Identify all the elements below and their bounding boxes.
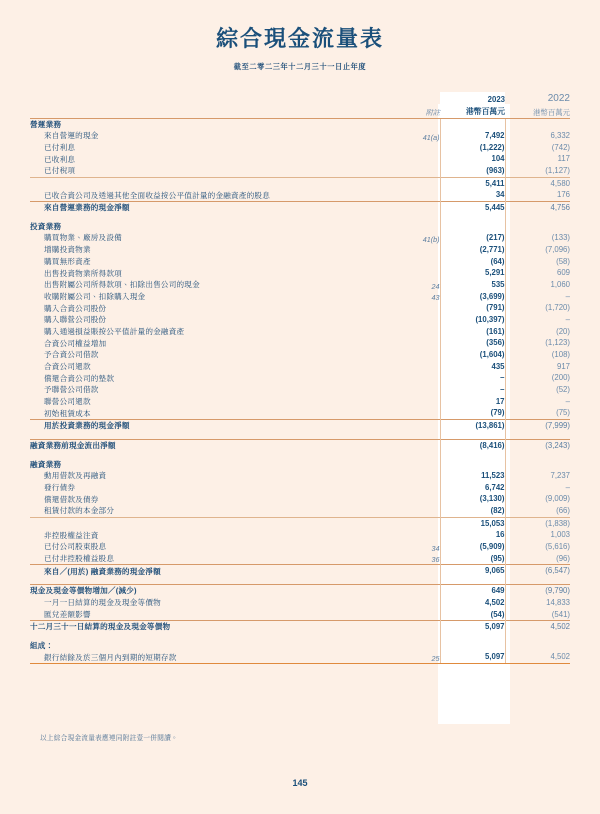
table-row <box>30 439 570 451</box>
table-row <box>30 384 570 396</box>
spacer-cell <box>505 452 570 459</box>
table-row <box>30 553 570 565</box>
section-note-cell <box>402 118 440 130</box>
header-note-spacer <box>402 92 440 106</box>
row-value-2023: (2,771) <box>440 244 505 256</box>
row-label: 用於投資業務的現金淨額 <box>30 420 402 432</box>
table-row <box>30 291 570 303</box>
section-note-cell <box>402 459 440 470</box>
row-value-2022: (133) <box>551 233 570 243</box>
row-label: 動用借款及再融資 <box>44 471 107 481</box>
row-note <box>402 202 440 214</box>
row-label: 非控股權益注資 <box>44 530 99 540</box>
spacer-cell <box>30 633 402 640</box>
row-value-2022: – <box>565 482 570 492</box>
row-value-2023: (217) <box>440 232 505 244</box>
row-value-2022: (6,547) <box>505 565 570 577</box>
row-value-2023: 5,097 <box>440 621 505 633</box>
table-row <box>30 165 570 177</box>
spacer-cell <box>440 452 505 459</box>
row-label: 已付利息 <box>44 142 76 152</box>
table-row <box>30 302 570 314</box>
table-row <box>30 651 570 663</box>
row-note <box>402 349 440 361</box>
spacer-cell <box>440 577 505 585</box>
row-note <box>402 517 440 529</box>
row-value-2023: (3,130) <box>440 493 505 505</box>
row-value-2023: 9,065 <box>440 565 505 577</box>
row-note <box>402 189 440 201</box>
section-y2022-cell <box>505 118 570 130</box>
row-note <box>402 372 440 384</box>
header-unit-row <box>30 106 570 118</box>
row-note <box>402 609 440 621</box>
row-value-2022: (75) <box>556 408 570 418</box>
header-year-prior: 2022 <box>547 93 570 105</box>
section-heading-row <box>30 221 570 232</box>
table-row <box>30 177 570 189</box>
row-value-2023: (10,397) <box>440 314 505 326</box>
row-value-2023: (13,861) <box>440 420 505 432</box>
row-label: 償還借款及債券 <box>44 494 99 504</box>
table-row <box>30 493 570 505</box>
table-row <box>30 189 570 201</box>
row-note: 24 <box>431 281 440 291</box>
spacer-cell <box>505 633 570 640</box>
cash-flow-statement-table <box>30 92 570 664</box>
table-row <box>30 244 570 256</box>
row-spacer <box>30 432 570 440</box>
row-value-2023: 34 <box>440 189 505 201</box>
row-value-2023: 17 <box>440 396 505 408</box>
table-row <box>30 529 570 541</box>
row-label: 合資公司還款 <box>44 362 91 372</box>
table-row <box>30 585 570 597</box>
table-row <box>30 372 570 384</box>
section-y2023-cell <box>440 118 505 130</box>
table-row <box>30 142 570 154</box>
table-row <box>30 505 570 517</box>
row-value-2022: (9,009) <box>545 494 570 504</box>
header-note-label: 附註 <box>402 106 440 118</box>
table-row <box>30 349 570 361</box>
row-value-2022: (1,720) <box>545 303 570 313</box>
row-label: 來自營運的現金 <box>44 131 99 141</box>
row-value-2022: 1,003 <box>550 530 570 540</box>
row-note <box>402 244 440 256</box>
table-header <box>30 92 570 118</box>
row-value-2023: 104 <box>440 153 505 165</box>
table-row <box>30 597 570 609</box>
row-spacer <box>30 452 570 459</box>
row-label: 購買無形資產 <box>44 256 91 266</box>
row-value-2023: 435 <box>440 361 505 373</box>
row-value-2023: (1,604) <box>440 349 505 361</box>
row-label: 已收合資公司及透過其他全面收益按公平值計量的金融資產的股息 <box>44 190 271 200</box>
row-value-2023: (5,909) <box>440 541 505 553</box>
spacer-cell <box>440 214 505 221</box>
row-value-2023: 11,523 <box>440 470 505 482</box>
row-note <box>402 597 440 609</box>
table-row <box>30 420 570 432</box>
section-y2022-cell <box>505 459 570 470</box>
row-value-2023: (161) <box>440 326 505 338</box>
row-value-2022: – <box>565 291 570 301</box>
row-value-2022: (1,127) <box>545 166 570 176</box>
section-y2023-cell <box>440 640 505 651</box>
row-value-2022: (5,616) <box>545 542 570 552</box>
row-value-2023: (8,416) <box>440 439 505 451</box>
spacer-cell <box>505 214 570 221</box>
row-value-2023: (64) <box>440 256 505 268</box>
row-value-2022: (108) <box>551 350 570 360</box>
row-value-2023: 535 <box>440 279 505 291</box>
section-note-cell <box>402 640 440 651</box>
row-note <box>402 482 440 494</box>
section-y2023-cell <box>440 459 505 470</box>
table-row <box>30 470 570 482</box>
row-value-2023: 649 <box>440 585 505 597</box>
spacer-cell <box>505 432 570 440</box>
spacer-cell <box>30 214 402 221</box>
table-row <box>30 565 570 577</box>
header-spacer-2 <box>30 106 402 118</box>
table-row <box>30 326 570 338</box>
row-note <box>402 337 440 349</box>
row-value-2023: (963) <box>440 165 505 177</box>
row-value-2023: (79) <box>440 407 505 419</box>
row-value-2023: (1,222) <box>440 142 505 154</box>
row-note <box>402 361 440 373</box>
row-note <box>402 470 440 482</box>
row-label: 來自／(用於) 融資業務的現金淨額 <box>30 565 402 577</box>
spacer-cell <box>30 432 402 440</box>
row-value-2023: 16 <box>440 529 505 541</box>
row-spacer <box>30 633 570 640</box>
row-value-2022: (742) <box>551 142 570 152</box>
spacer-cell <box>440 432 505 440</box>
row-value-2023: 5,291 <box>440 267 505 279</box>
row-label: 租賃付款的本金部分 <box>44 506 115 516</box>
row-note <box>402 396 440 408</box>
row-value-2022: (96) <box>556 553 570 563</box>
row-label: 初始租賃成本 <box>44 408 91 418</box>
row-label: 予合資公司借款 <box>44 350 99 360</box>
row-note <box>402 407 440 419</box>
table-row <box>30 361 570 373</box>
row-label: 出售投資物業所得款項 <box>44 268 122 278</box>
row-value-2023: – <box>440 384 505 396</box>
row-note <box>402 505 440 517</box>
page-number: 145 <box>292 778 308 788</box>
row-note <box>402 420 440 432</box>
table-row <box>30 609 570 621</box>
row-label: 已收利息 <box>44 154 76 164</box>
row-value-2022: (52) <box>556 385 570 395</box>
row-label: 增購投資物業 <box>44 245 91 255</box>
table-row <box>30 279 570 291</box>
row-value-2022: 609 <box>556 268 570 278</box>
section-heading: 投資業務 <box>30 221 62 231</box>
table-row <box>30 256 570 268</box>
header-unit-current: 港幣百萬元 <box>440 106 505 118</box>
row-value-2022: (1,123) <box>545 338 570 348</box>
row-value-2023: – <box>440 372 505 384</box>
row-note <box>402 153 440 165</box>
row-note <box>402 256 440 268</box>
row-value-2022: 14,833 <box>546 597 570 607</box>
row-label: 十二月三十一日結算的現金及現金等價物 <box>30 621 402 633</box>
row-value-2022: (200) <box>551 373 570 383</box>
row-value-2022: (1,838) <box>505 517 570 529</box>
row-note <box>402 165 440 177</box>
row-value-2022: 4,580 <box>505 177 570 189</box>
row-value-2022: (66) <box>556 506 570 515</box>
row-value-2022: 4,502 <box>505 621 570 633</box>
row-value-2023: (791) <box>440 302 505 314</box>
table-row <box>30 232 570 244</box>
section-heading-row <box>30 640 570 651</box>
row-note <box>402 177 440 189</box>
row-label: 購入合資公司股份 <box>44 303 107 313</box>
row-note <box>402 565 440 577</box>
row-label: 聯營公司還款 <box>44 397 91 407</box>
row-label: 已付非控股權益股息 <box>44 554 115 564</box>
row-value-2022: 4,502 <box>505 651 570 663</box>
row-note <box>402 621 440 633</box>
row-note <box>402 326 440 338</box>
table-row <box>30 517 570 529</box>
row-note: 25 <box>402 651 440 663</box>
row-note <box>402 439 440 451</box>
row-value-2023: (82) <box>440 505 505 517</box>
row-label: 出售附屬公司所得款項、扣除出售公司的現金 <box>44 280 200 290</box>
row-label: 合資公司權益增加 <box>44 338 107 348</box>
row-value-2023: (356) <box>440 337 505 349</box>
section-heading-row <box>30 459 570 470</box>
header-unit-prior: 港幣百萬元 <box>505 106 570 118</box>
table-row <box>30 337 570 349</box>
row-label: 來自營運業務的現金淨額 <box>30 202 402 214</box>
table-row <box>30 202 570 214</box>
row-note: 36 <box>431 555 440 565</box>
row-value-2023: (54) <box>440 609 505 621</box>
row-spacer <box>30 214 570 221</box>
section-heading-row <box>30 118 570 130</box>
row-label <box>30 177 402 189</box>
table-row <box>30 267 570 279</box>
spacer-cell <box>402 633 440 640</box>
row-note: 41(a) <box>422 132 440 142</box>
row-note <box>402 314 440 326</box>
row-value-2023: 5,097 <box>440 651 505 663</box>
table-row <box>30 407 570 419</box>
spacer-cell <box>402 214 440 221</box>
row-label: 現金及現金等價物增加／(減少) <box>30 585 402 597</box>
section-heading: 融資業務 <box>30 459 62 469</box>
row-label <box>30 517 402 529</box>
header-spacer <box>30 92 402 106</box>
statement-footnote: 以上綜合現金流量表應連同附註壹一併閱讀。 <box>40 735 178 742</box>
row-label: 銀行結餘及於三個月內到期的短期存款 <box>30 651 402 663</box>
row-value-2022: (7,096) <box>545 244 570 254</box>
row-value-2022: 4,756 <box>505 202 570 214</box>
row-spacer <box>30 577 570 585</box>
table-body <box>30 118 570 663</box>
spacer-cell <box>440 633 505 640</box>
row-label: 融資業務前現金流出淨額 <box>30 439 402 451</box>
row-value-2023: (3,699) <box>440 291 505 303</box>
section-note-cell <box>402 221 440 232</box>
header-year-current: 2023 <box>440 92 505 106</box>
row-note <box>402 493 440 505</box>
row-value-2022: – <box>565 314 570 324</box>
spacer-cell <box>30 577 402 585</box>
table-row <box>30 621 570 633</box>
row-value-2022: 176 <box>556 190 570 200</box>
row-value-2022: 7,237 <box>550 470 570 480</box>
row-label: 償還合資公司的墊款 <box>44 373 115 383</box>
row-value-2022: 1,060 <box>550 279 570 289</box>
section-heading: 營運業務 <box>30 119 62 129</box>
page-subtitle: 截至二零二三年十二月三十一日止年度 <box>233 62 367 72</box>
row-label: 購入通過損益賬按公平值計量的金融資產 <box>44 326 185 336</box>
section-y2023-cell <box>440 221 505 232</box>
row-value-2023: 4,502 <box>440 597 505 609</box>
table-row <box>30 541 570 553</box>
table-row <box>30 314 570 326</box>
row-value-2022: (58) <box>556 256 570 266</box>
table-row <box>30 396 570 408</box>
header-year-row <box>30 92 570 106</box>
row-label: 一月一日結算的現金及現金等價物 <box>44 598 161 608</box>
row-label: 已付公司股東股息 <box>44 542 107 552</box>
row-value-2023: 5,445 <box>440 202 505 214</box>
row-label: 發行債券 <box>44 482 76 492</box>
row-label: 匯兌差額影響 <box>44 609 91 619</box>
row-value-2022: (7,999) <box>505 420 570 432</box>
title-block <box>30 0 570 72</box>
section-y2022-cell <box>505 221 570 232</box>
table-row <box>30 482 570 494</box>
row-note <box>402 142 440 154</box>
section-heading: 組成： <box>30 640 54 650</box>
spacer-cell <box>505 577 570 585</box>
page-title: 綜合現金流量表 <box>215 26 384 51</box>
row-note <box>402 384 440 396</box>
row-value-2022: 6,332 <box>550 130 570 140</box>
row-label: 已付稅項 <box>44 166 76 176</box>
spacer-cell <box>30 452 402 459</box>
row-value-2022: (3,243) <box>505 439 570 451</box>
row-label: 予聯營公司借款 <box>44 385 99 395</box>
row-note: 43 <box>431 293 440 303</box>
row-value-2022: 917 <box>556 361 570 371</box>
row-value-2022: 117 <box>557 154 570 164</box>
row-value-2023: 5,411 <box>440 177 505 189</box>
row-note: 34 <box>431 543 440 553</box>
table-row <box>30 153 570 165</box>
row-note <box>402 302 440 314</box>
row-note <box>402 529 440 541</box>
table-row <box>30 130 570 142</box>
row-value-2023: 15,053 <box>440 517 505 529</box>
row-value-2022: (9,790) <box>505 585 570 597</box>
section-y2022-cell <box>505 640 570 651</box>
row-label: 購買物業、廠房及設備 <box>44 233 122 243</box>
row-value-2023: 7,492 <box>440 130 505 142</box>
row-value-2022: (20) <box>556 326 570 336</box>
row-value-2023: 6,742 <box>440 482 505 494</box>
row-label: 收購附屬公司、扣除購入現金 <box>44 291 146 301</box>
row-label: 購入聯營公司股份 <box>44 315 107 325</box>
row-note: 41(b) <box>422 234 440 244</box>
row-note <box>402 585 440 597</box>
row-value-2022: – <box>565 396 570 406</box>
row-value-2023: (95) <box>440 553 505 565</box>
row-value-2022: (541) <box>551 609 570 619</box>
spacer-cell <box>402 452 440 459</box>
spacer-cell <box>402 432 440 440</box>
row-note <box>402 267 440 279</box>
spacer-cell <box>402 577 440 585</box>
